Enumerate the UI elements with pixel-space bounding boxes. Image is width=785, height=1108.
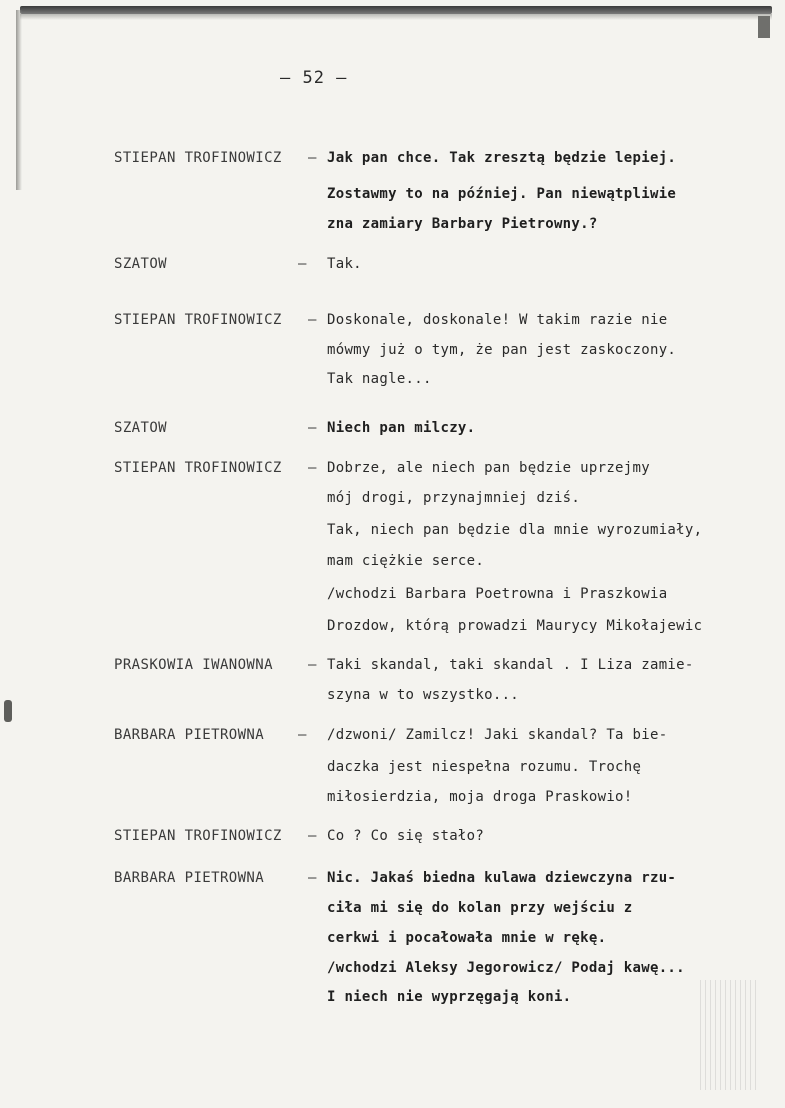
dialogue-line: ciła mi się do kolan przy wejściu z — [327, 900, 633, 916]
scan-top-edge — [20, 6, 772, 14]
scan-noise — [700, 980, 760, 1090]
dialogue-dash: – — [308, 460, 317, 476]
dialogue-line: Tak, niech pan będzie dla mnie wyrozumiały, — [327, 522, 703, 538]
stage-direction: /wchodzi Aleksy Jegorowicz/ Podaj kawę... — [327, 960, 685, 976]
dialogue-line: mój drogi, przynajmniej dziś. — [327, 490, 581, 506]
dialogue-line: zna zamiary Barbary Pietrowny.? — [327, 216, 598, 232]
dialogue-line: cerkwi i pocałowała mnie w rękę. — [327, 930, 607, 946]
speaker-name: BARBARA PIETROWNA — [114, 727, 265, 743]
speaker-name: SZATOW — [114, 256, 167, 272]
dialogue-line: mam ciężkie serce. — [327, 553, 485, 569]
scan-top-shadow — [20, 14, 772, 20]
stage-direction: /wchodzi Barbara Poetrowna i Praszkowia — [327, 586, 668, 602]
dialogue-dash: – — [308, 312, 317, 328]
speaker-name: BARBARA PIETROWNA — [114, 870, 265, 886]
dialogue-dash: – — [298, 256, 307, 272]
dialogue-line: Taki skandal, taki skandal . I Liza zamie- — [327, 657, 694, 673]
dialogue-line: Dobrze, ale niech pan będzie uprzejmy — [327, 460, 650, 476]
dialogue-line: I niech nie wyprzęgają koni. — [327, 989, 572, 1005]
dialogue-line: Doskonale, doskonale! W takim razie nie — [327, 312, 668, 328]
dialogue-line: /dzwoni/ Zamilcz! Jaki skandal? Ta bie- — [327, 727, 668, 743]
dialogue-line: Nic. Jakaś biedna kulawa dziewczyna rzu- — [327, 870, 677, 886]
dialogue-dash: – — [298, 727, 307, 743]
speaker-name: STIEPAN TROFINOWICZ — [114, 460, 282, 476]
dialogue-line: Zostawmy to na później. Pan niewątpliwie — [327, 186, 677, 202]
dialogue-line: mówmy już o tym, że pan jest zaskoczony. — [327, 342, 677, 358]
dialogue-dash: – — [308, 420, 317, 436]
dialogue-dash: – — [308, 150, 317, 166]
dialogue-dash: – — [308, 828, 317, 844]
dialogue-line: Niech pan milczy. — [327, 420, 476, 436]
scan-left-mark — [4, 700, 12, 722]
stage-direction: Drozdow, którą prowadzi Maurycy Mikołajewic — [327, 618, 703, 634]
dialogue-line: Co ? Co się stało? — [327, 828, 485, 844]
dialogue-dash: – — [308, 657, 317, 673]
dialogue-dash: – — [308, 870, 317, 886]
speaker-name: PRASKOWIA IWANOWNA — [114, 657, 273, 673]
dialogue-line: Tak. — [327, 256, 362, 272]
page-number: – 52 – — [280, 68, 348, 88]
dialogue-line: daczka jest niespełna rozumu. Trochę — [327, 759, 642, 775]
speaker-name: SZATOW — [114, 420, 167, 436]
dialogue-line: miłosierdzia, moja droga Praskowio! — [327, 789, 633, 805]
dialogue-line: szyna w to wszystko... — [327, 687, 520, 703]
speaker-name: STIEPAN TROFINOWICZ — [114, 150, 282, 166]
dialogue-line: Tak nagle... — [327, 371, 432, 387]
speaker-name: STIEPAN TROFINOWICZ — [114, 828, 282, 844]
scan-left-edge — [16, 10, 22, 190]
speaker-name: STIEPAN TROFINOWICZ — [114, 312, 282, 328]
scan-right-tab — [758, 16, 770, 38]
dialogue-line: Jak pan chce. Tak zresztą będzie lepiej. — [327, 150, 677, 166]
